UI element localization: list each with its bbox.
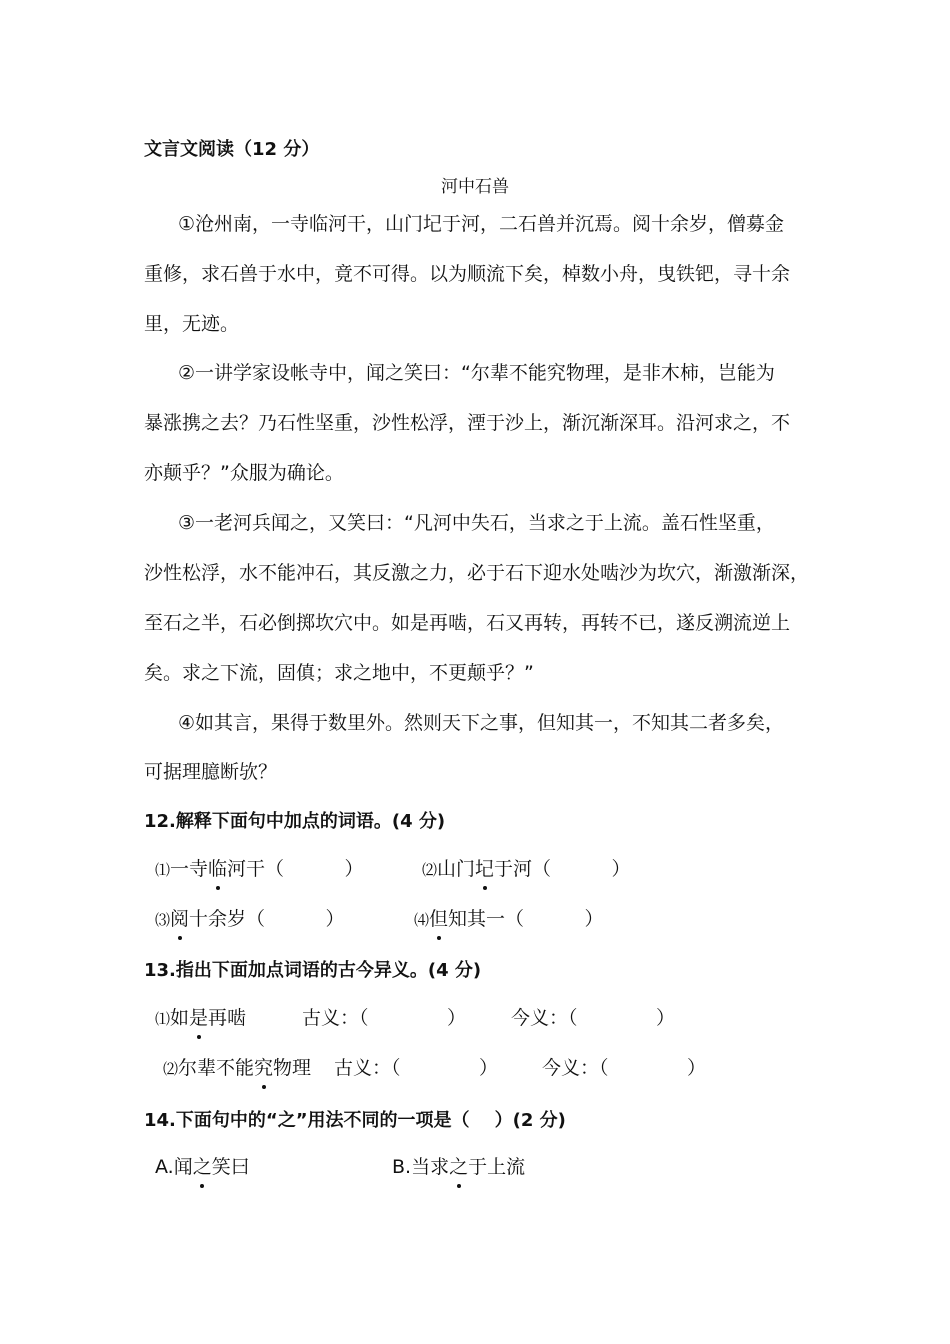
- q12-item-3: [155, 907, 344, 932]
- paragraph-1-line-1: ①沧州南，一寺临河干，山门圮于河，二石兽并沉焉。阅十余岁，僧募金: [178, 213, 785, 235]
- q12-item-4-post: 知其一（: [448, 908, 525, 930]
- question-14-heading: 14.下面句中的“之”用法不同的一项是（ ）(2 分): [144, 1110, 566, 1131]
- paragraph-1-line-2: 重修，求石兽于水中，竟不可得。以为顺流下矣，棹数小舟，曳铁钯，寻十余: [144, 263, 791, 285]
- q14-option-a-pre: A.闻: [155, 1156, 193, 1178]
- q13-item-2-post: 物理: [273, 1057, 312, 1079]
- paragraph-1-line-3: 里，无迹。: [144, 313, 240, 335]
- q12-item-4-dotted-word: 但: [429, 908, 449, 930]
- q12-item-2-dotted-word: 圮: [475, 858, 495, 880]
- q14-option-b[interactable]: [392, 1155, 525, 1179]
- q13-item-2-ancient-label: 古义：（: [334, 1057, 401, 1079]
- q12-item-3-answer-blank[interactable]: ）: [265, 908, 345, 930]
- q13-item-1-pre: 如: [170, 1007, 190, 1029]
- q13-item-2-number: ⑵: [163, 1060, 179, 1078]
- q13-item-2-dotted-word: 究: [254, 1057, 274, 1079]
- q12-item-4-number: ⑷: [414, 911, 430, 929]
- q12-item-4-answer-blank[interactable]: ）: [524, 908, 604, 930]
- q13-item-2-pre: 尔辈不能: [178, 1057, 255, 1079]
- q13-item-2-modern-label: 今义：（: [542, 1057, 609, 1079]
- question-12-heading: 12.解释下面句中加点的词语。(4 分): [144, 811, 446, 832]
- q12-item-1-pre: 一寺: [170, 858, 209, 880]
- paragraph-3-line-3: 至石之半，石必倒掷坎穴中。如是再啮，石又再转，再转不已，遂反溯流逆上: [144, 612, 791, 634]
- q12-item-1: [155, 857, 363, 882]
- paragraph-4-line-1: ④如其言，果得于数里外。然则天下之事，但知其一，不知其二者多矣，: [178, 712, 785, 734]
- q13-item-1-phrase: [155, 1006, 246, 1031]
- q13-item-1-modern-meaning: [511, 1006, 675, 1030]
- q13-item-1-ancient-blank[interactable]: ）: [368, 1007, 467, 1029]
- q13-item-1-ancient-meaning: [302, 1006, 466, 1030]
- q13-item-2-phrase: [163, 1056, 311, 1081]
- q12-item-2-number: ⑵: [422, 861, 438, 879]
- q13-item-2-ancient-meaning: [334, 1056, 498, 1080]
- q13-item-1-number: ⑴: [155, 1010, 171, 1028]
- q13-item-2-modern-meaning: [542, 1056, 706, 1080]
- q13-item-1-ancient-label: 古义：（: [302, 1007, 369, 1029]
- q12-item-2-answer-blank[interactable]: ）: [551, 858, 631, 880]
- q13-item-1-modern-blank[interactable]: ）: [577, 1007, 676, 1029]
- q12-item-1-answer-blank[interactable]: ）: [284, 858, 364, 880]
- q12-item-3-post: 十余岁（: [189, 908, 266, 930]
- q14-option-b-pre: B.当求: [392, 1156, 450, 1178]
- q13-item-2-modern-blank[interactable]: ）: [608, 1057, 707, 1079]
- q12-item-2-pre: 山门: [437, 858, 476, 880]
- q12-item-1-dotted-word: 临: [208, 858, 228, 880]
- q12-item-2-post: 于河（: [494, 858, 552, 880]
- passage-title: 河中石兽: [441, 177, 509, 197]
- paragraph-2-line-3: 亦颠乎？”众服为确论。: [144, 462, 344, 484]
- section-heading: 文言文阅读（12 分）: [144, 139, 320, 160]
- paragraph-3-line-1: ③一老河兵闻之，又笑曰：“凡河中失石，当求之于上流。盖石性坚重，: [178, 512, 775, 534]
- q14-option-b-post: 于上流: [468, 1156, 526, 1178]
- q12-item-2: [422, 857, 630, 882]
- q14-option-a-post: 笑曰: [211, 1156, 250, 1178]
- q13-item-1-post: 再啮: [208, 1007, 247, 1029]
- paragraph-3-line-4: 矣。求之下流，固傎；求之地中，不更颠乎？”: [144, 662, 534, 684]
- q12-item-4: [414, 907, 603, 932]
- q13-item-2-ancient-blank[interactable]: ）: [400, 1057, 499, 1079]
- paragraph-4-line-2: 可据理臆断欤？: [144, 761, 278, 783]
- q14-option-a-dotted-word: 之: [192, 1156, 212, 1178]
- q14-option-b-dotted-word: 之: [449, 1156, 469, 1178]
- paragraph-2-line-1: ②一讲学家设帐寺中，闻之笑曰：“尔辈不能究物理，是非木柿，岂能为: [178, 362, 775, 384]
- paragraph-3-line-2: 沙性松浮，水不能冲石，其反激之力，必于石下迎水处啮沙为坎穴，渐激渐深，: [144, 562, 810, 584]
- q13-item-1-dotted-word: 是: [189, 1007, 209, 1029]
- q14-option-a[interactable]: [155, 1155, 250, 1179]
- q12-item-1-post: 河干（: [227, 858, 285, 880]
- q13-item-1-modern-label: 今义：（: [511, 1007, 578, 1029]
- q12-item-3-number: ⑶: [155, 911, 171, 929]
- q12-item-1-number: ⑴: [155, 861, 171, 879]
- q12-item-3-dotted-word: 阅: [170, 908, 190, 930]
- question-13-heading: 13.指出下面加点词语的古今异义。(4 分): [144, 960, 482, 981]
- paragraph-2-line-2: 暴涨携之去？乃石性坚重，沙性松浮，湮于沙上，渐沉渐深耳。沿河求之，不: [144, 412, 791, 434]
